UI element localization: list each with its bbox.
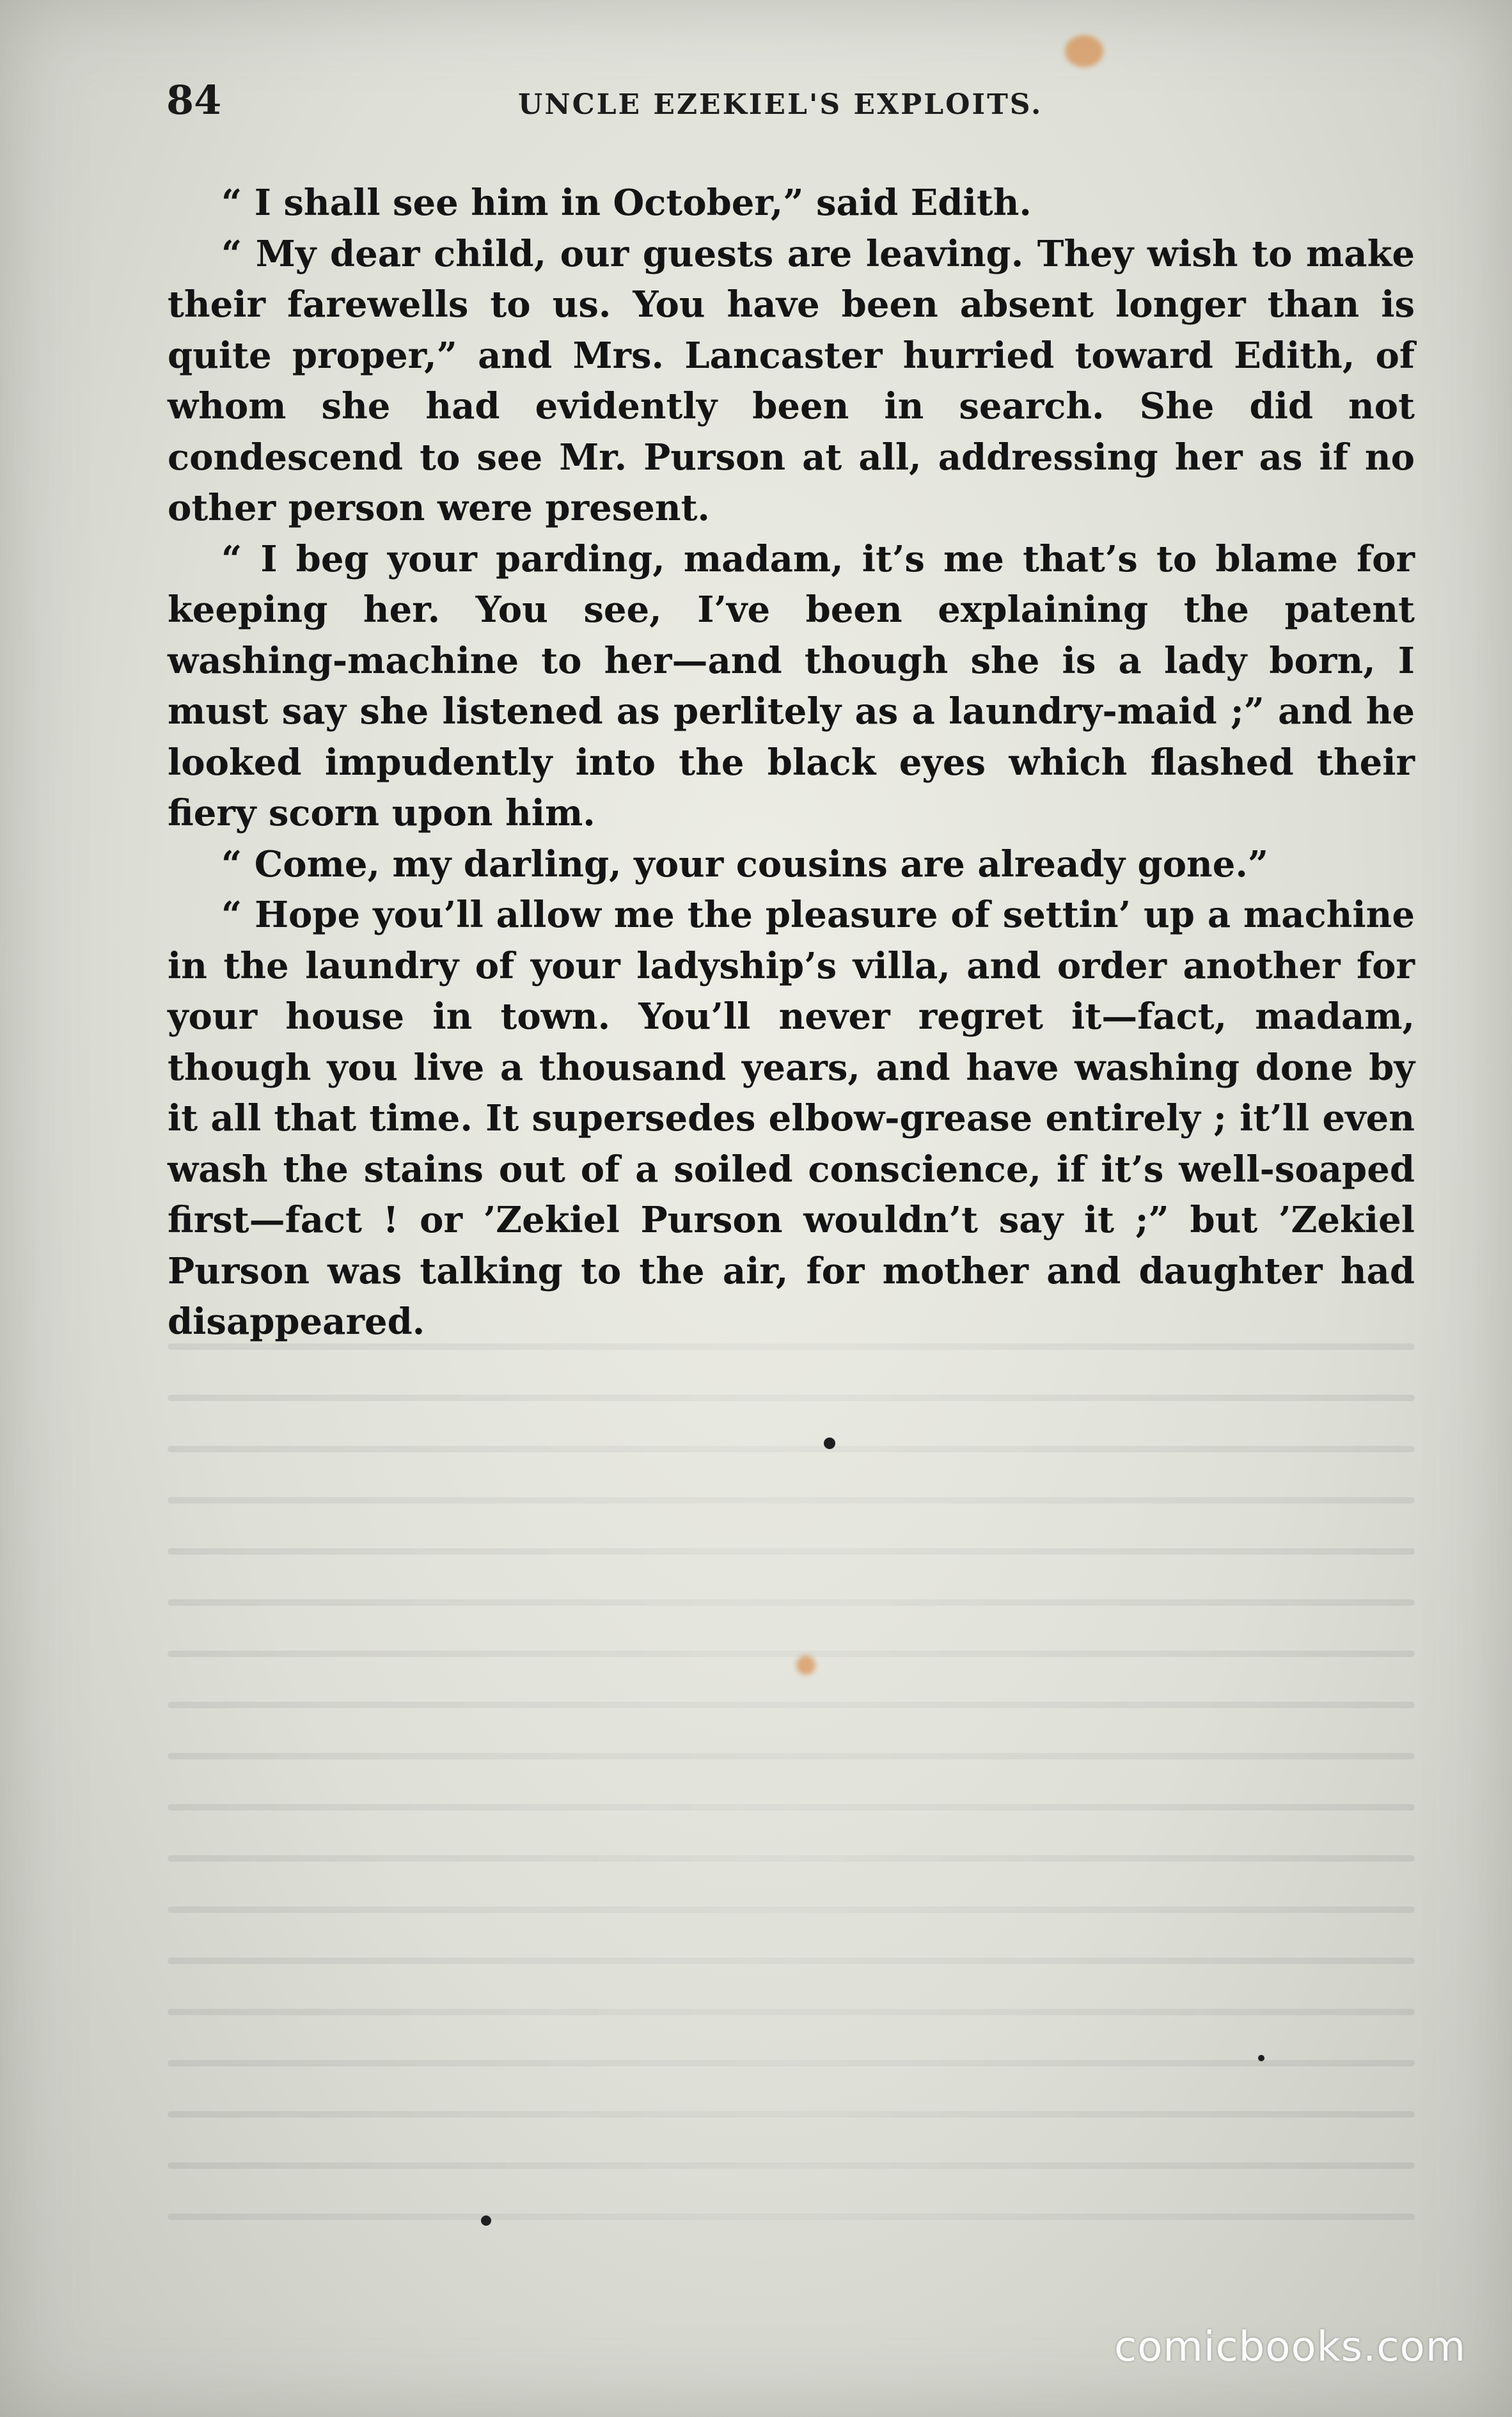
paragraph: “ Hope you’ll allow me the pleasure of settin’ up a machine in the laundry of your ladyship’s villa, and order another for your house in town. You’ll never regret it—fact, madam, though you live a thousand years, and have washing done by it all that time. It supersedes elbow-grease entirely ; it’ll even wash the stains out of a soiled conscience, if it’s well-soaped first—fact ! or ’Zekiel Purson wouldn’t say it ;” but ’Zekiel Purson was talking to the air, for mother and daughter had disappeared. (168, 894, 1415, 1343)
watermark: comicbooks.com (1114, 2324, 1467, 2371)
paragraph: “ Come, my darling, your cousins are already gone.” (221, 843, 1269, 885)
show-through-text (168, 1343, 1415, 2303)
ink-speck (824, 1438, 835, 1449)
running-title: UNCLE EZEKIEL'S EXPLOITS. (518, 88, 1043, 121)
ink-speck (1258, 2055, 1264, 2061)
paper-stain (1065, 35, 1103, 67)
page-number: 84 (166, 77, 222, 123)
ink-speck (481, 2215, 491, 2226)
paragraph: “ I shall see him in October,” said Edith. (221, 182, 1032, 224)
page-header (166, 77, 1414, 134)
paper-stain (796, 1656, 815, 1675)
body-text (168, 178, 1415, 1348)
paragraph: “ My dear child, our guests are leaving. They wish to make their farewells to us. You have been absent longer than is quite proper,” and Mrs. Lancaster hurried toward Edith, of whom she had evidently been in search. She did not condescend to see Mr. Purson at all, addressing her as if no other person were present. (168, 232, 1415, 529)
paragraph: “ I beg your parding, madam, it’s me that’s to blame for keeping her. You see, I’ve been explaining the patent washing-machine to her—and though she is a lady born, I must say she listened as perlitely as a laundry-maid ;” and he looked impudently into the black eyes which flashed their fiery scorn upon him. (168, 537, 1415, 834)
